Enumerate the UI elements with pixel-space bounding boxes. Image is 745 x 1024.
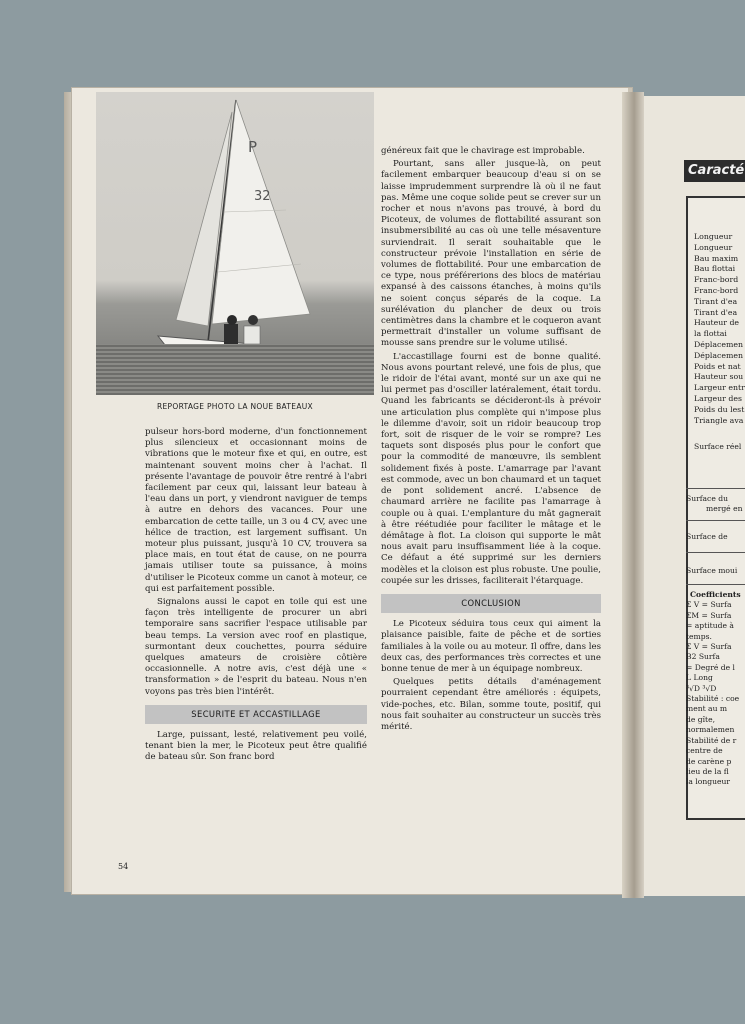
coef-line: B2 Surfa [686,652,720,662]
section-heading-conclusion: CONCLUSION [381,594,601,613]
specs-list [694,232,745,426]
spec-line: Poids et nat [694,361,741,371]
coef-line: Stabilité de r [686,735,737,745]
spec-line: Tirant d'ea [694,296,738,306]
coef-line: Σ V = Surfa [686,600,732,610]
spec-line: Surface de [686,532,728,541]
coef-line: = aptitude à [686,621,734,631]
coef-line: temps. [686,631,712,641]
coef-line: Σ V = Surfa [686,642,732,652]
page-number: 54 [118,862,129,871]
paragraph: Large, puissant, lesté, relativement peu voilé, tenant bien la mer, le Picoteux peut être qualifié de bateau sûr. Son franc bord [145,730,367,763]
paragraph: Le Picoteux séduira tous ceux qui aiment la plaisance paisible, faite de pêche et de sorties familiales à la voile ou au moteur. Il offre, dans les deux cas, des performances très correctes et une bonne tenue de mer à un équipage nombreux. [381,619,601,674]
spec-line: Bau maxim [694,253,739,263]
sailboat-photo [96,92,374,395]
paragraph: pulseur hors-bord moderne, d'un fonctionnement plus silencieux et occasionnant moins de vibrations que le moteur fixe et qui, en outre, est maintenant souvent moins cher à l'achat. Il présente l'avantage de pouvoir être rentré à l'abri facilement par ceux qui, laissant leur bateau à l'eau dans un port, y viendront naviguer de temps à autre en dehors des vacances. Pour une embarcation de cette taille, un 3 ou 4 CV, avec une hélice de traction, est largement suffisant. Un moteur plus puissant, jusqu'à 10 CV, trouvera sa place mais, en tout état de cause, on ne pourra jamais utiliser toute sa puissance, à moins d'utiliser le Picoteux comme un canot à moteur, ce qui est parfaitement possible. [145,427,368,594]
table-divider [686,520,745,521]
coef-line: centre de [686,746,723,756]
paragraph: généreux fait que le chavirage est improbable. [381,146,585,156]
coef-line: ΣM = Surfa [686,610,732,620]
coef-line: de carène p [686,756,732,766]
coefficients-block [686,590,745,788]
spec-line: Poids du lest [694,404,745,414]
spec-line: Surface du [686,494,728,503]
spec-line: Tirant d'ea [694,307,738,317]
spec-line: Déplacemen [694,339,744,349]
sea-surface [96,344,374,395]
spec-line: Largeur entr [694,383,745,393]
coef-line: L Long [686,673,713,683]
coef-line: de gîte, [686,714,716,724]
coefficients-heading: Coefficients [690,590,741,599]
spec-line: Hauteur de [694,318,740,328]
spec-line: la flottai [694,329,727,339]
right-text-column [381,146,601,735]
photo-caption: REPORTAGE PHOTO LA NOUE BATEAUX [157,402,313,411]
sail-letter: P [248,138,258,156]
coef-line: normalemen [686,725,735,735]
paragraph: Pourtant, sans aller jusque-là, on peut facilement embarquer beaucoup d'eau si on se laisse imprudemment surprendre là où il ne faut pas. Même une coque solide peut se crever sur un rocher et nous n'avons pas trouvé, à bord du Picoteux, de volumes de flottabilité assurant son insubmersibilité au cas où une telle mésaventure surviendrait. Il serait souhaitable que le constructeur prévoie l'installation en série de volumes de flottabilité. Pour une embarcation de ce type, nous préférerions des blocs de matériau expansé à des caissons étanches, à moins qu'ils ne soient conçus séparés de la coque. La surélévation du plancher de deux ou trois centimètres dans la chambre et le coqueron avant permettrait d'installer un volume suffisant de mousse sans prendre sur le volume utilisé. [381,159,601,349]
section-heading-securite: SECURITE ET ACCASTILLAGE [145,705,367,724]
spec-line: Déplacemen [694,350,744,360]
paragraph: Quelques petits détails d'aménagement pourraient cependant être améliorés : équipets, vide-poches, etc. Bilan, somme toute, positif, qui nous fait souhaiter au constructeur un succès très mérité. [381,677,601,732]
page-gutter [622,92,644,898]
coef-line: la longueur [686,777,731,787]
table-divider [686,584,745,585]
sail-number: 32 [254,189,271,204]
left-text-column [145,427,367,766]
spec-line: Longueur [694,232,733,241]
paragraph: Signalons aussi le capot en toile qui est une façon très intelligente de procurer un abri temporaire sans sacrifier l'espace utilisable par beau temps. La version avec roof en plastique, surmontant deux couchettes, pourra séduire quelques amateurs de croisière côtière occasionnelle. A notre avis, c'est déjà une « transformation » de l'esprit du bateau. Nous n'en voyons pas très bien l'intérêt. [145,597,367,697]
table-divider [686,488,745,489]
spec-line: Bau flottai [694,264,736,274]
spec-line: mergé en [706,504,743,513]
spec-line: Franc-bord [694,275,739,285]
coef-line: = Degré de l [686,662,735,672]
spec-line: Triangle ava [694,415,744,425]
coef-line: lieu de la fl [686,766,729,776]
coef-line: ³√D ³√D [686,683,717,693]
spec-line: Franc-bord [694,285,739,295]
facing-page-title: Caracté [684,160,745,182]
spec-line: Surface moui [686,566,738,575]
spec-line: Largeur des [694,393,742,403]
table-divider [686,552,745,553]
spec-line: Longueur [694,242,733,252]
coef-line: ment au m [686,704,728,714]
spec-line: Surface réel [694,442,742,451]
coef-line: Stabilité : coe [686,694,740,704]
spec-line: Hauteur sou [694,372,744,382]
paragraph: L'accastillage fourni est de bonne qualité. Nous avons pourtant relevé, une fois de plus, que le ridoir de l'étai avant, monté sur un axe qui ne lui permet pas d'osciller latéralement, était tordu. Quand les fabricants se décideront-ils à prévoir une articulation plus complète qui n'impose plus le dilemme d'avoir, soit un ridoir beaucoup trop fort, soit de risquer de le voir se rompre? Les taquets sont disposés plus pour le confort que pour la commodité de manœuvre, ils semblent solidement fixés à poste. L'amarrage par l'avant est commode, avec un bon chaumard et un taquet de pont solidement ancré. L'absence de chaumard arrière ne facilite pas l'amarrage à couple ou à quai. L'emplanture du mât gagnerait à être réétudiée pour faciliter le mâtage et le démâtage à flot. La cloison qui supporte le mât nous avait paru insuffisamment liée à la coque. Ce défaut a été supprimé sur les derniers modèles et la cloison est plus robuste. Une poulie, coupée sur les drisses, faciliterait l'étarquage. [381,351,601,586]
